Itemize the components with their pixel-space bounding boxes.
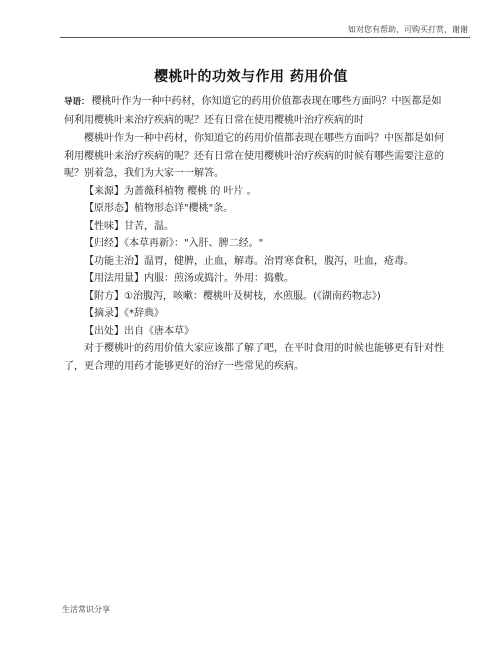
paragraph-origin: 【出处】出自《唐本草》 (84, 325, 194, 337)
paragraph-functions: 【功能主治】温胃，健脾，止血，解毒。治胃寒食积，腹泻，吐血，疮毒。 (84, 255, 414, 267)
paragraph-conclusion: 对于樱桃叶的药用价值大家应该都了解了吧，在平时食用的时候也能够更有针对性了，更合理的用药才能够更好的治疗一些常见的疾病。 (64, 343, 444, 372)
intro-paragraph (64, 93, 448, 129)
paragraph-prescription: 【附方】①治腹泻，咳嗽：樱桃叶及树枝，水煎服。(《湖南药物志》) (84, 290, 381, 302)
header-note: 如对您有帮助，可购买打赏，谢谢 (348, 25, 468, 34)
paragraph-taste: 【性味】甘苦，温。 (84, 220, 174, 232)
paragraph-excerpt: 【摘录】《*辞典》 (84, 308, 164, 319)
footer-text: 生活常识分享 (62, 605, 110, 614)
intro-text: 樱桃叶作为一种中药材，你知道它的药用价值都表现在哪些方面吗？中医都是如何利用樱桃叶来治疗疾病的呢？还有日常在使用樱桃叶治疗疾病的时 (64, 96, 442, 126)
article-body (64, 93, 448, 375)
header-divider (60, 37, 470, 38)
paragraph-original-form: 【原形态】植物形态详"樱桃"条。 (84, 203, 234, 214)
paragraph-source: 【来源】为蔷薇科植物 樱桃 的 叶片 。 (84, 185, 257, 197)
paragraph-usage-dosage: 【用法用量】内服：煎汤或捣汁。外用：捣敷。 (84, 273, 294, 284)
paragraph-opening: 樱桃叶作为一种中药材，你知道它的药用价值都表现在哪些方面吗？中医都是如何利用樱桃叶来治疗疾病的呢？还有日常在使用樱桃叶治疗疾病的时候有哪些需要注意的呢？别着急，我们为大家一一解答。 (64, 133, 444, 179)
page-title: 樱桃叶的功效与作用 药用价值 (154, 69, 348, 85)
intro-label: 导语： (64, 97, 90, 107)
paragraph-meridian: 【归经】《本草再新》："入肝、脾二经。" (84, 238, 264, 249)
